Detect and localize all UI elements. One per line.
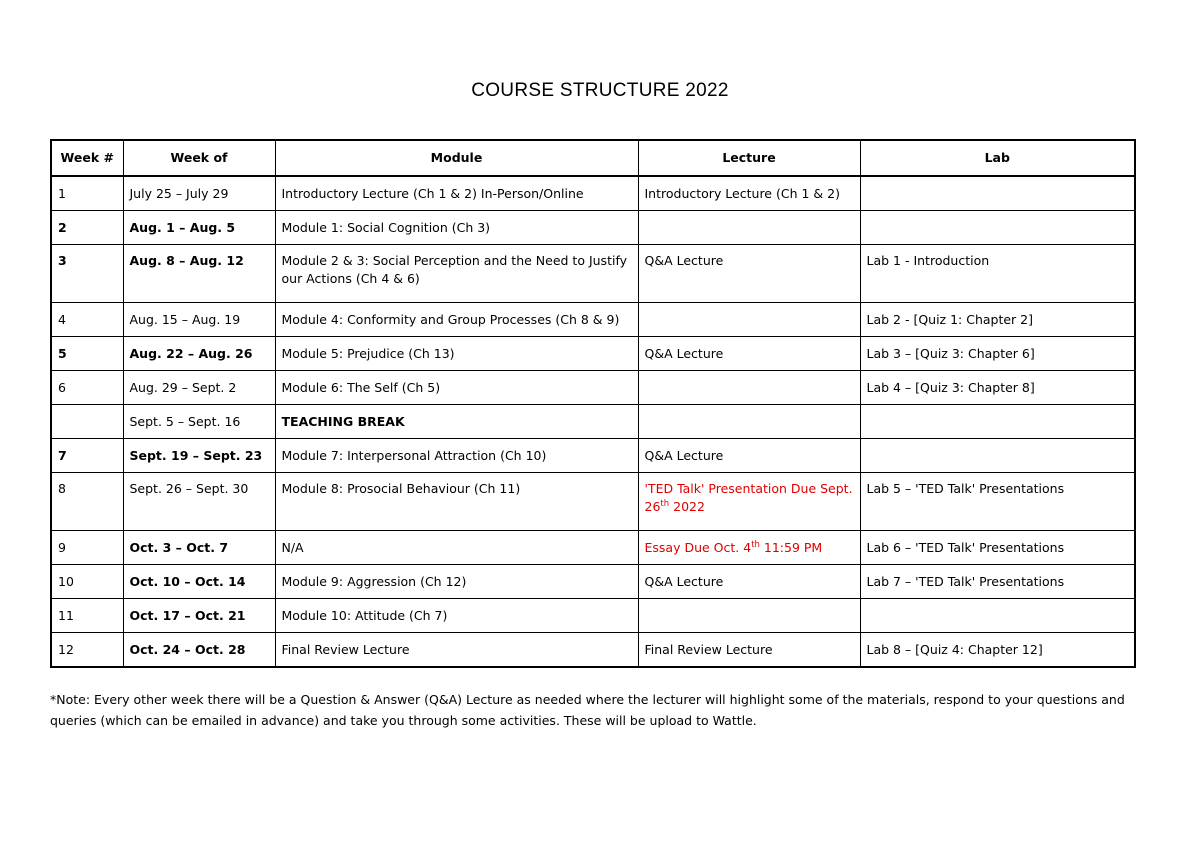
cell-module: Final Review Lecture (275, 633, 638, 668)
cell-lecture: Q&A Lecture (638, 245, 860, 303)
cell-lab (860, 211, 1135, 245)
ordinal-suffix: th (751, 539, 760, 550)
cell-lecture (638, 599, 860, 633)
cell-module: Module 10: Attitude (Ch 7) (275, 599, 638, 633)
table-row (51, 303, 1135, 337)
cell-lecture: Q&A Lecture (638, 565, 860, 599)
cell-week (51, 405, 123, 439)
cell-lab: Lab 3 – [Quiz 3: Chapter 6] (860, 337, 1135, 371)
table-row (51, 473, 1135, 531)
cell-week: 1 (51, 176, 123, 211)
cell-week-of: Sept. 26 – Sept. 30 (123, 473, 275, 531)
page-title: COURSE STRUCTURE 2022 (471, 80, 729, 101)
table-row (51, 531, 1135, 565)
table-row (51, 245, 1135, 303)
cell-module: Module 9: Aggression (Ch 12) (275, 565, 638, 599)
cell-module: Module 7: Interpersonal Attraction (Ch 10) (275, 439, 638, 473)
cell-week: 2 (51, 211, 123, 245)
cell-week-of: Oct. 24 – Oct. 28 (123, 633, 275, 668)
cell-module: Module 6: The Self (Ch 5) (275, 371, 638, 405)
cell-module: N/A (275, 531, 638, 565)
cell-week-of: Aug. 1 – Aug. 5 (123, 211, 275, 245)
table-row (51, 633, 1135, 668)
table-row (51, 439, 1135, 473)
cell-week: 5 (51, 337, 123, 371)
cell-week-of: Aug. 15 – Aug. 19 (123, 303, 275, 337)
footnote: *Note: Every other week there will be a Question & Answer (Q&A) Lecture as needed where the lecturer will highlight some of the materials, respond to your questions and queries (which can be emailed in advance) and take you through some activities. These will be upload to Wattle. (50, 692, 1125, 728)
due-text: 'TED Talk' Presentation Due Sept. 26 (644, 481, 853, 514)
cell-week: 6 (51, 371, 123, 405)
cell-lecture: Q&A Lecture (638, 337, 860, 371)
cell-lab: Lab 2 - [Quiz 1: Chapter 2] (860, 303, 1135, 337)
cell-lab (860, 599, 1135, 633)
cell-lecture: Introductory Lecture (Ch 1 & 2) (638, 176, 860, 211)
due-text: 11:59 PM (759, 539, 823, 555)
header-week: Week # (51, 140, 123, 176)
cell-lecture (638, 531, 860, 565)
cell-week-of: Oct. 17 – Oct. 21 (123, 599, 275, 633)
cell-lab (860, 176, 1135, 211)
table-row (51, 337, 1135, 371)
cell-lecture (638, 405, 860, 439)
cell-module: Introductory Lecture (Ch 1 & 2) In-Person/Online (275, 176, 638, 211)
cell-module: Module 4: Conformity and Group Processes (Ch 8 & 9) (275, 303, 638, 337)
cell-week: 4 (51, 303, 123, 337)
cell-lecture (638, 303, 860, 337)
table-row (51, 211, 1135, 245)
cell-week-of: Aug. 22 – Aug. 26 (123, 337, 275, 371)
cell-week: 8 (51, 473, 123, 531)
cell-week: 12 (51, 633, 123, 668)
cell-lab (860, 405, 1135, 439)
cell-week: 10 (51, 565, 123, 599)
cell-week: 3 (51, 245, 123, 303)
table-row (51, 565, 1135, 599)
cell-lab: Lab 5 – 'TED Talk' Presentations (860, 473, 1135, 531)
course-schedule-table (50, 139, 1136, 668)
cell-module: Module 5: Prejudice (Ch 13) (275, 337, 638, 371)
cell-lecture (638, 473, 860, 531)
table-row (51, 599, 1135, 633)
due-text: Essay Due Oct. 4 (644, 539, 752, 555)
cell-week-of: Aug. 29 – Sept. 2 (123, 371, 275, 405)
header-lecture: Lecture (638, 140, 860, 176)
header-week-of: Week of (123, 140, 275, 176)
cell-lab: Lab 6 – 'TED Talk' Presentations (860, 531, 1135, 565)
header-module: Module (275, 140, 638, 176)
header-lab: Lab (860, 140, 1135, 176)
cell-lecture (638, 211, 860, 245)
cell-module: Module 2 & 3: Social Perception and the Need to Justify our Actions (Ch 4 & 6) (275, 245, 638, 303)
cell-week: 7 (51, 439, 123, 473)
cell-week-of: July 25 – July 29 (123, 176, 275, 211)
cell-week-of: Oct. 3 – Oct. 7 (123, 531, 275, 565)
cell-module: Module 8: Prosocial Behaviour (Ch 11) (275, 473, 638, 531)
table-header-row (51, 140, 1135, 176)
cell-week: 9 (51, 531, 123, 565)
cell-lecture (638, 371, 860, 405)
table-row (51, 176, 1135, 211)
cell-module: TEACHING BREAK (275, 405, 638, 439)
cell-lab: Lab 8 – [Quiz 4: Chapter 12] (860, 633, 1135, 668)
cell-week-of: Sept. 19 – Sept. 23 (123, 439, 275, 473)
cell-lab: Lab 4 – [Quiz 3: Chapter 8] (860, 371, 1135, 405)
cell-lab: Lab 7 – 'TED Talk' Presentations (860, 565, 1135, 599)
cell-week: 11 (51, 599, 123, 633)
cell-lecture: Final Review Lecture (638, 633, 860, 668)
cell-lab: Lab 1 - Introduction (860, 245, 1135, 303)
cell-lecture: Q&A Lecture (638, 439, 860, 473)
cell-week-of: Aug. 8 – Aug. 12 (123, 245, 275, 303)
cell-module: Module 1: Social Cognition (Ch 3) (275, 211, 638, 245)
cell-week-of: Sept. 5 – Sept. 16 (123, 405, 275, 439)
cell-week-of: Oct. 10 – Oct. 14 (123, 565, 275, 599)
due-text: 2022 (669, 499, 705, 514)
table-row (51, 371, 1135, 405)
ordinal-suffix: th (660, 498, 670, 509)
cell-lab (860, 439, 1135, 473)
table-row (51, 405, 1135, 439)
